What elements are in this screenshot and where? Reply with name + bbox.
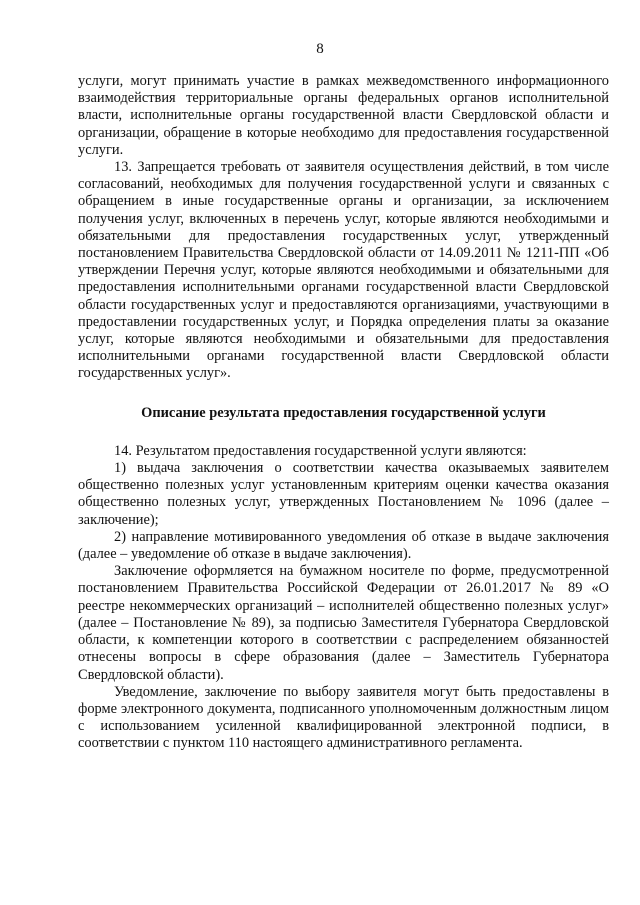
list-item-2: 2) направление мотивированного уведомления об отказе в выдаче заключения (далее – уведомление об отказе в выдаче заключения). xyxy=(78,528,609,563)
paragraph-13: 13. Запрещается требовать от заявителя осуществления действий, в том числе согласований, необходимых для получения государственной услуги и связанных с обращением в иные государственные органы и организации, за исключением получения услуг, включенных в перечень услуг, которые являются необходимыми и обязательными для предоставления государственных услуг, утвержденный постановлением Правительства Свердловской области от 14.09.2011 № 1211-ПП «Об утверждении Перечня услуг, которые являются необходимыми и обязательными для предоставления исполнительными органами государственной власти Свердловской области государственных услуг и предоставляются организациями, участвующими в предоставлении государственных услуг, и Порядка определения платы за оказание услуг, которые являются необходимыми и обязательными для предоставления исполнительными органами государственной власти Свердловской области государственных услуг». xyxy=(78,159,609,382)
paragraph-electronic-form: Уведомление, заключение по выбору заявителя могут быть предоставлены в форме электронного документа, подписанного уполномоченным должностным лицом с использованием усиленной квалифицированной электронной подписи, в соответствии с пунктом 110 настоящего административного регламента. xyxy=(78,683,609,752)
spacer xyxy=(78,422,609,443)
section-heading: Описание результата предоставления государственной услуги xyxy=(141,404,546,421)
page-number: 8 xyxy=(316,41,324,57)
paragraph-14: 14. Результатом предоставления государственной услуги являются: xyxy=(114,442,527,459)
spacer xyxy=(78,383,609,405)
paragraph-continuation: услуги, могут принимать участие в рамках межведомственного информационного взаимодействия территориальные органы федеральных органов исполнительной власти, исполнительные органы государственной власти Свердловской области и организации, обращение в которые необходимо для предоставления государственной услуги. xyxy=(78,73,609,158)
list-item-1: 1) выдача заключения о соответствии качества оказываемых заявителем общественно полезных услуг установленным критериям оценки качества оказания общественно полезных услуг, утвержденных Постановлением № 1096 (далее – заключение); xyxy=(78,460,609,528)
paragraph-conclusion-form: Заключение оформляется на бумажном носителе по форме, предусмотренной постановлением Правительства Российской Федерации от 26.01.2017 № 89 «О реестре некоммерческих организаций – исполнителей общественно полезных услуг» (далее – Постановление № 89), за подписью Заместителя Губернатора Свердловской области, к компетенции которого в соответствии с распределением обязанностей отнесены вопросы в сфере образования (далее – Заместитель Губернатора Свердловской области). xyxy=(78,563,609,683)
document-body xyxy=(78,73,609,753)
